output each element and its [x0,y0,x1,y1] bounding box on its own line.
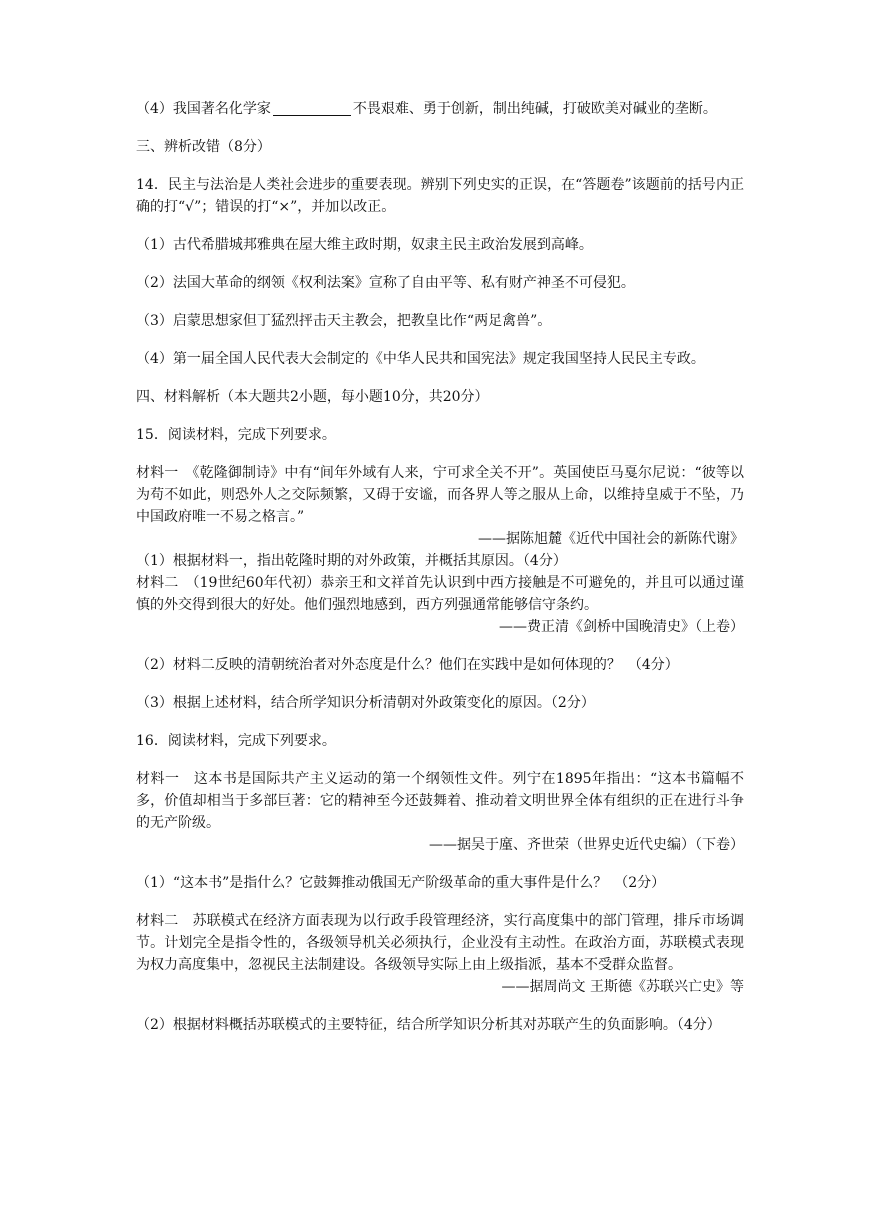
q16-stem: 16．阅读材料，完成下列要求。 [136,733,336,749]
q15-sub-3: （3）根据上述材料，结合所学知识分析清朝对外政策变化的原因。（2分） [136,695,595,711]
q15-material-1: 材料一 《乾隆御制诗》中有“间年外域有人来，宁可求全关不开”。英国使臣马戛尔尼说：“彼等以为苟不如此，则恐外人之交际频繁，又碍于安谧，而各界人等之服从上命，以维持皇威于不坠，乃中国政府唯一不易之格言。” [136,465,744,525]
q14-item-4: （4）第一届全国人民代表大会制定的《中华人民共和国宪法》规定我国坚持人民民主专政。 [136,351,705,367]
section-3-heading: 三、辨析改错（8分） [136,139,271,155]
q15-sub-2: （2）材料二反映的清朝统治者对外态度是什么？他们在实践中是如何体现的？ （4分） [136,657,679,673]
section-4-heading: 四、材料解析（本大题共2小题，每小题10分，共20分） [136,389,489,405]
q16-sub-2: （2）根据材料概括苏联模式的主要特征，结合所学知识分析其对苏联产生的负面影响。（4分） [136,1017,721,1033]
q16-material-1: 材料一 这本书是国际共产主义运动的第一个纲领性文件。列宁在1895年指出：“这本书篇幅不多，价值却相当于多部巨著：它的精神至今还鼓舞着、推动着文明世界全体有组织的正在进行斗争的无产阶级。 [136,771,744,831]
q15-material-2: 材料二 （19世纪60年代初）恭亲王和文祥首先认识到中西方接触是不可避免的，并且可以通过谨慎的外交得到很大的好处。他们强烈地感到，西方列强通常能够信守条约。 [136,575,744,613]
q14-item-2: （2）法国大革命的纲领《权利法案》宣称了自由平等、私有财产神圣不可侵犯。 [136,275,635,291]
q14-stem: 14．民主与法治是人类社会进步的重要表现。辨别下列史实的正误，在“答题卷”该题前的括号内正确的打“√”；错误的打“×”，并加以改正。 [136,177,744,215]
q13-item-4-after: 不畏艰难、勇于创新，制出纯碱，打破欧美对碱业的垄断。 [352,101,717,117]
q14-item-1: （1）古代希腊城邦雅典在屋大维主政时期，奴隶主民主政治发展到高峰。 [136,237,593,253]
q16-material-2: 材料二 苏联模式在经济方面表现为以行政手段管理经济，实行高度集中的部门管理，排斥市场调节。计划完全是指令性的，各级领导机关必须执行，企业没有主动性。在政治方面，苏联模式表现为权力高度集中，忽视民主法制建设。各级领导实际上由上级指派，基本不受群众监督。 [136,913,744,973]
q13-item-4-before: （4）我国著名化学家 [136,101,271,117]
q16-source-2: ——据周尚文 王斯德《苏联兴亡史》等 [501,979,744,995]
answer-blank [273,101,351,116]
q15-source-1: ——据陈旭麓《近代中国社会的新陈代谢》 [478,531,744,547]
q16-source-1: ——据吴于廑、齐世荣（世界史近代史编）（下卷） [429,837,744,853]
q15-source-2: ——费正清《剑桥中国晚清史》（上卷） [499,619,744,635]
q15-stem: 15．阅读材料，完成下列要求。 [136,427,336,443]
q13-item-4 [136,98,744,120]
q14-item-3: （3）启蒙思想家但丁猛烈抨击天主教会，把教皇比作“两足禽兽”。 [136,313,552,329]
q16-sub-1: （1）“这本书”是指什么？它鼓舞推动俄国无产阶级革命的重大事件是什么？ （2分） [136,875,666,891]
exam-page [136,98,744,1036]
q15-sub-1: （1）根据材料一，指出乾隆时期的对外政策，并概括其原因。（4分） [136,553,567,569]
